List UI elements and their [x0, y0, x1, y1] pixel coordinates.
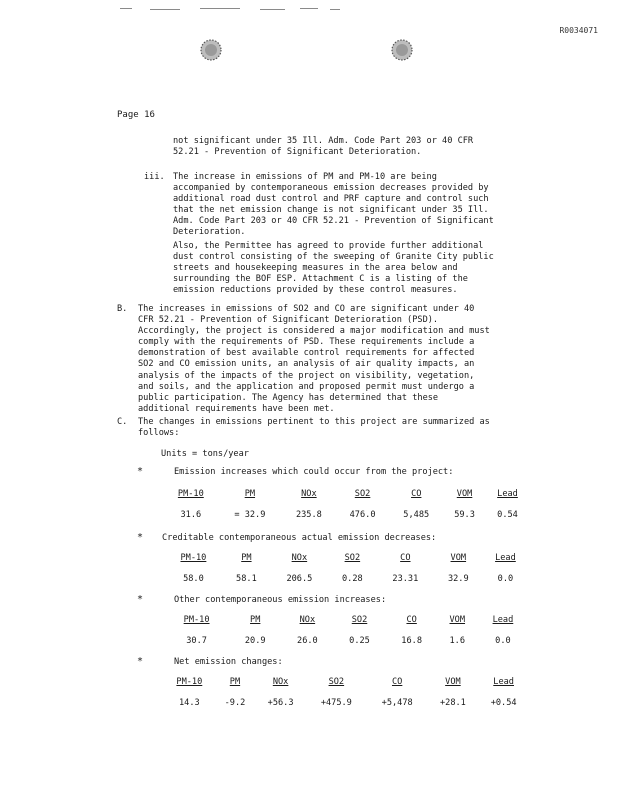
table-cell: 1.6: [449, 635, 466, 646]
emissions-table: [164, 613, 529, 649]
col-header: CO: [406, 614, 417, 625]
table-cell: +56.3: [267, 697, 294, 708]
col-header: Lead: [492, 614, 514, 625]
col-header: PM: [241, 552, 252, 563]
table-cell: 26.0: [297, 635, 318, 646]
col-header: NOx: [299, 614, 316, 625]
table-cell: 476.0: [349, 509, 376, 520]
col-header: CO: [391, 676, 403, 687]
col-header: PM-10: [176, 676, 203, 687]
table-cell: 58.0: [183, 573, 204, 584]
continued-paragraph: not significant under 35 Ill. Adm. Code Part 203 or 40 CFR 52.21 - Prevention of Significant Deterioration.: [173, 136, 474, 158]
col-header: Lead: [495, 552, 516, 563]
item-iii-text-2: Also, the Permittee has agreed to provide further additional dust control consisting of the sweeping of Granite City public streets and housekeeping measures in the area below and surrounding the BOF ESP. Attachment C is a listing of the emission reductions provided by these control measures.: [173, 241, 494, 296]
col-header: NOx: [301, 488, 317, 499]
table-cell: 20.9: [244, 635, 266, 646]
col-header: Lead: [493, 676, 514, 687]
col-header: SO2: [351, 614, 368, 625]
col-header: SO2: [328, 676, 345, 687]
table-cell: 23.31: [392, 573, 419, 584]
table-cell: -9.2: [224, 697, 246, 708]
table-cell: +5,478: [381, 697, 413, 708]
page-label: Page 16: [117, 110, 155, 120]
table-cell: 30.7: [186, 635, 207, 646]
table-cell: 32.9: [447, 573, 469, 584]
col-header: PM-10: [177, 488, 204, 499]
col-header: PM: [229, 676, 241, 687]
table-cell: 206.5: [286, 573, 313, 584]
table-cell: 0.54: [497, 509, 518, 520]
section-heading: Other contemporaneous emission increases:: [174, 595, 387, 605]
col-header: CO: [400, 552, 411, 563]
document-id: R0034071: [559, 26, 598, 35]
item-iii-text: The increase in emissions of PM and PM-10 are being accompanied by contemporaneous emission decreases provided by additional road dust control and PRF capture and control such that the net emission change is not significant under 35 Ill. Adm. Code Part 203 or 40 CFR 52.21 - Prevention of Significant Deterioration.: [173, 172, 494, 238]
col-header: SO2: [344, 552, 361, 563]
table-cell: 0.0: [497, 573, 514, 584]
bullet-icon: *: [137, 532, 144, 543]
col-header: Lead: [497, 488, 518, 499]
section-heading: Emission increases which could occur from the project:: [174, 467, 454, 477]
item-c-marker: C.: [117, 417, 128, 427]
item-b-marker: B.: [117, 304, 128, 314]
table-cell: 0.0: [495, 635, 511, 646]
table-cell: 58.1: [236, 573, 257, 584]
table-cell: = 32.9: [234, 509, 266, 520]
table-cell: +28.1: [439, 697, 466, 708]
table-cell: 235.8: [295, 509, 322, 520]
table-cell: 16.8: [401, 635, 422, 646]
bullet-icon: *: [137, 466, 144, 477]
scan-noise: [0, 0, 618, 40]
punch-hole-left-icon: [199, 38, 223, 62]
item-b-text: The increases in emissions of SO2 and CO are significant under 40 CFR 52.21 - Prevention of Significant Deterioration (PSD). Accordingly, the project is considered a major modification and must comply with the requirements of PSD. These requirements include a demonstration of best available control requirements for affected SO2 and CO emission units, an analysis of air quality impacts, an analysis of the impacts of the project on visibility, vegetation, and soils, and the application and proposed permit must undergo a public participation. The Agency has determined that these additional requirements have been met.: [138, 304, 490, 414]
units-label: Units = tons/year: [161, 449, 249, 459]
col-header: VOM: [456, 488, 473, 499]
col-header: PM: [250, 614, 261, 625]
section-heading: Net emission changes:: [174, 657, 283, 667]
emissions-table: [164, 487, 529, 523]
item-c-text: The changes in emissions pertinent to this project are summarized as follows:: [138, 417, 490, 439]
bullet-icon: *: [137, 594, 144, 605]
col-header: NOx: [291, 552, 308, 563]
item-iii-marker: iii.: [144, 172, 165, 182]
col-header: VOM: [445, 676, 461, 687]
table-cell: +0.54: [490, 697, 517, 708]
emissions-table: [164, 551, 529, 587]
table-cell: 0.25: [349, 635, 370, 646]
table-cell: 14.3: [178, 697, 200, 708]
table-cell: +475.9: [320, 697, 352, 708]
col-header: PM-10: [180, 552, 207, 563]
col-header: VOM: [450, 552, 467, 563]
emissions-table: [164, 675, 529, 711]
col-header: VOM: [449, 614, 466, 625]
punch-hole-right-icon: [390, 38, 414, 62]
col-header: PM: [244, 488, 256, 499]
col-header: PM-10: [183, 614, 210, 625]
col-header: CO: [411, 488, 422, 499]
table-cell: 31.6: [180, 509, 202, 520]
table-cell: 5,485: [403, 509, 430, 520]
table-cell: 59.3: [454, 509, 475, 520]
bullet-icon: *: [137, 656, 144, 667]
section-heading: Creditable contemporaneous actual emission decreases:: [162, 533, 437, 543]
col-header: SO2: [354, 488, 371, 499]
table-cell: 0.28: [342, 573, 363, 584]
col-header: NOx: [272, 676, 289, 687]
